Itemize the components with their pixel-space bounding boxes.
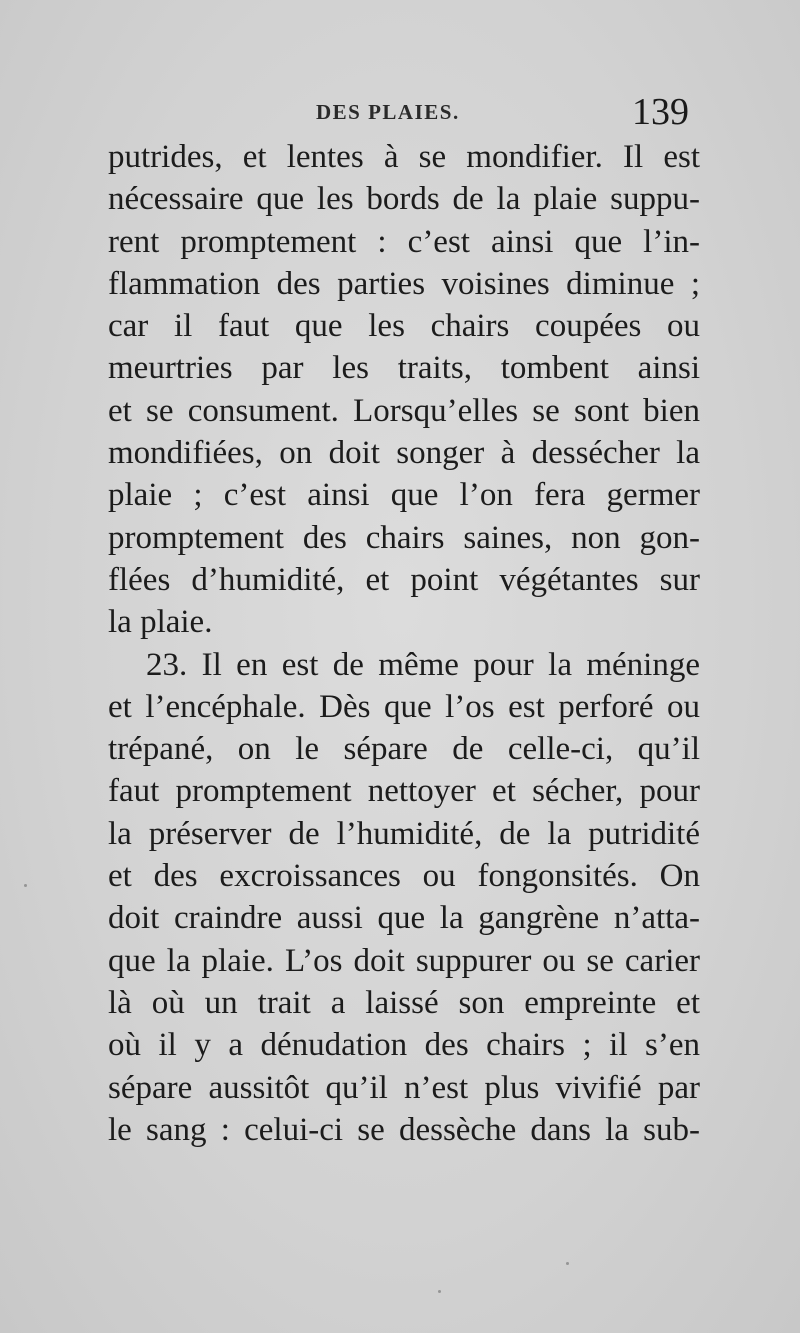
text-line: rent promptement : c’est ainsi que l’in- (108, 223, 700, 260)
text-line: trépané, on le sépare de celle-ci, qu’il (108, 731, 700, 768)
paper-speck (566, 1262, 569, 1265)
running-title: DES PLAIES. (316, 100, 460, 124)
text-line: doit craindre aussi que la gangrène n’atta- (108, 900, 700, 937)
text-line: car il faut que les chairs coupées ou (108, 308, 700, 345)
text-line: flées d’humidité, et point végétantes sur (108, 561, 700, 598)
paragraph-end-line: la plaie. (108, 604, 213, 641)
text-line: meurtries par les traits, tombent ainsi (108, 350, 700, 387)
text-line: là où un trait a laissé son empreinte et (108, 984, 700, 1021)
text-line: faut promptement nettoyer et sécher, pour (108, 773, 700, 810)
text-line: que la plaie. L’os doit suppurer ou se carier (108, 942, 700, 979)
text-line: et se consument. Lorsqu’elles se sont bien (108, 392, 700, 429)
text-line: où il y a dénudation des chairs ; il s’en (108, 1027, 700, 1064)
paper-speck (24, 884, 27, 887)
text-line: et des excroissances ou fongonsités. On (108, 858, 700, 895)
text-line: promptement des chairs saines, non gon- (108, 519, 700, 556)
text-line: putrides, et lentes à se mondifier. Il est (108, 139, 700, 175)
page-number: 139 (632, 91, 689, 133)
section-start-line: 23. Il en est de même pour la méninge (146, 646, 700, 683)
text-line: mondifiées, on doit songer à dessécher la (108, 435, 700, 472)
text-line: le sang : celui-ci se dessèche dans la sub- (108, 1111, 700, 1148)
text-line: nécessaire que les bords de la plaie suppu- (108, 181, 700, 218)
text-line: flammation des parties voisines diminue ; (108, 265, 700, 302)
text-line: plaie ; c’est ainsi que l’on fera germer (108, 477, 700, 514)
text-line: la préserver de l’humidité, de la putridité (108, 815, 700, 852)
body-text (108, 136, 700, 1151)
paper-speck (438, 1290, 441, 1293)
text-line: et l’encéphale. Dès que l’os est perforé ou (108, 688, 700, 725)
text-line: sépare aussitôt qu’il n’est plus vivifié par (108, 1069, 700, 1106)
